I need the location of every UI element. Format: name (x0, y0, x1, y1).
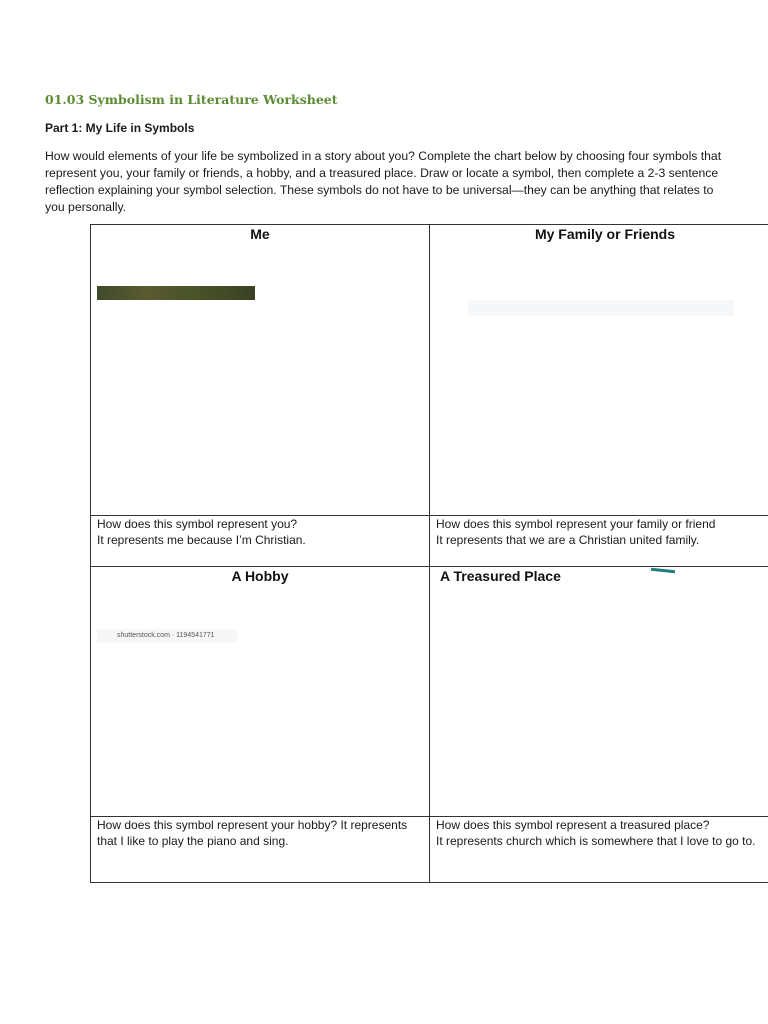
hobby-image-watermark: shutterstock.com · 1194541771 (97, 629, 237, 643)
place-symbol-area (430, 567, 768, 816)
me-symbol-cell (91, 225, 430, 516)
hobby-heading: A Hobby (231, 568, 289, 584)
hobby-symbol-area (91, 567, 429, 816)
place-reflection-question: How does this symbol represent a treasured place? (436, 818, 710, 832)
family-heading: My Family or Friends (534, 226, 676, 242)
me-symbol-image (97, 286, 255, 300)
part-heading: Part 1: My Life in Symbols (45, 121, 195, 135)
me-heading: Me (250, 226, 270, 242)
hobby-reflection-cell (91, 817, 430, 883)
place-heading: A Treasured Place (440, 568, 561, 584)
me-symbol-area (91, 225, 429, 515)
hobby-symbol-cell (91, 567, 430, 817)
family-reflection-cell (430, 516, 768, 567)
instructions-paragraph: How would elements of your life be symbolized in a story about you? Complete the chart below by choosing four symbols that represent you, your family or friends, a hobby, and a treasured place. Draw or locate a symbol, then complete a 2-3 sentence reflection explaining your symbol selection. These symbols do not have to be universal—they can be anything that relates to you personally. (45, 149, 722, 214)
hobby-reflection-question: How does this symbol represent your hobby? It represents that I like to play the piano and sing. (97, 818, 408, 848)
family-reflection-question: How does this symbol represent your family or friend (436, 517, 716, 531)
place-symbol-cell (430, 567, 768, 817)
table-row (91, 516, 768, 567)
family-symbol-image (468, 300, 734, 316)
table-row (91, 225, 768, 516)
me-reflection-answer: It represents me because I’m Christian. (97, 533, 306, 547)
me-reflection-question: How does this symbol represent you? (97, 517, 298, 531)
family-symbol-cell (430, 225, 768, 516)
document-title: 01.03 Symbolism in Literature Worksheet (45, 92, 338, 107)
table-row (91, 817, 768, 883)
table-row (91, 567, 768, 817)
symbol-table (90, 224, 768, 883)
place-reflection-cell (430, 817, 768, 883)
place-reflection-answer: It represents church which is somewhere that I love to go to. (436, 834, 756, 848)
family-reflection-answer: It represents that we are a Christian united family. (436, 533, 700, 547)
me-reflection-cell (91, 516, 430, 567)
family-symbol-area (430, 225, 768, 515)
